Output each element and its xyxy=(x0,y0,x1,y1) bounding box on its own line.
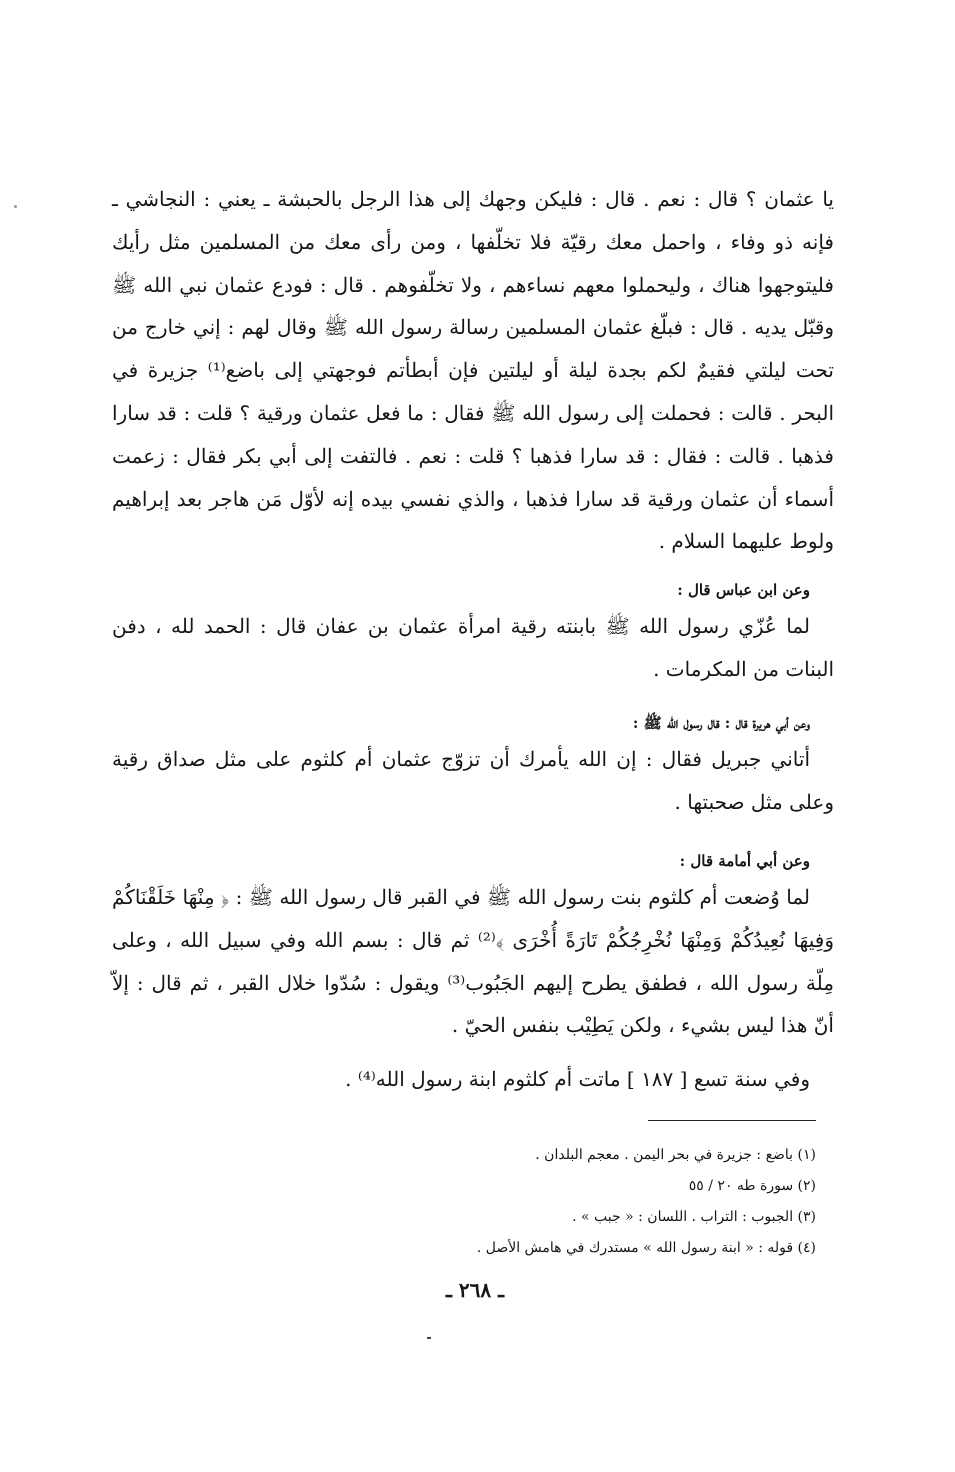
hadith-abu-umama xyxy=(112,846,834,1047)
closing-line: وفي سنة تسع [ ١٨٧ ] ماتت أم كلثوم ابنة رسول الله⁽⁴⁾ . xyxy=(345,1067,810,1091)
narrator-heading: وعن أبي هريرة قال : قال رسول الله ﷺ : xyxy=(632,714,810,732)
footnote: (٢) سورة طه ٢٠ / ٥٥ xyxy=(688,1178,816,1194)
footnote: (٣) الجبوب : التراب . اللسان : « جبب » . xyxy=(572,1209,816,1225)
footnote: (١) باضع : جزيرة في بحر اليمن . معجم البلدان . xyxy=(535,1147,816,1163)
hadith-text: أتاني جبريل فقال : إن الله يأمرك أن تزوّج عثمان أم كلثوم على مثل صداق رقية وعلى مثل صحبتها . xyxy=(112,747,834,814)
footnote-divider xyxy=(648,1120,816,1121)
paragraph-1: يا عثمان ؟ قال : نعم . قال : فليكن وجهك إلى هذا الرجل بالحبشة ـ يعني : النجاشي ـ فإنه ذو وفاء ، واحمل معك رقيّة فلا تخلّفها ، ومن رأى معك من المسلمين مثل رأيك فليتوجهوا هناك ، وليحملوا معهم نساءهم ، ولا تخلّفوهم . قال : فودع عثمان نبي الله ﷺ وقبّل يديه . قال : فبلّغ عثمان المسلمين رسالة رسول الله ﷺ وقال لهم : إني خارج من تحت ليلتي فقيمٌ لكم بجدة ليلة أو ليلتين فإن أبطأتم فوجهتي إلى باضع⁽¹⁾ جزيرة في البحر . قالت : فحملت إلى رسول الله ﷺ فقال : ما فعل عثمان ورقية ؟ قلت : قد سارا فذهبا . قالت : فقال : قد سارا فذهبا ؟ قلت : نعم . فالتفت إلى أبي بكر فقال : زعمت أسماء أن عثمان ورقية قد سارا فذهبا ، والذي نفسي بيده إنه لأوّل مَن هاجر بعد إبراهيم ولوط عليهما السلام . xyxy=(112,187,834,554)
narrator-heading: وعن ابن عباس قال : xyxy=(677,581,810,599)
margin-speck xyxy=(14,205,17,208)
hadith-abu-hurayra xyxy=(112,708,834,824)
footnotes-list xyxy=(112,1140,816,1264)
bottom-speck xyxy=(427,1337,431,1339)
hadith-text: لما وُضعت أم كلثوم بنت رسول الله ﷺ في القبر قال رسول الله ﷺ : ﴿ مِنْهَا خَلَقْنَاكُمْ وَفِيهَا نُعِيدُكُمْ وَمِنْهَا نُخْرِجُكُمْ تَارَةً أُخْرَى ﴾⁽²⁾ ثم قال : بسم الله وفي سبيل الله ، وعلى مِلّة رسول الله ، فطفق يطرح إليهم الجَبُوب⁽³⁾ ويقول : سُدّوا خلال القبر ، ثم قال : إلاّ أنّ هذا ليس بشيء ، ولكن يَطِيْب بنفس الحيّ . xyxy=(112,885,834,1038)
hadith-text: لما عُزّي رسول الله ﷺ بابنته رقية امرأة عثمان بن عفان قال : الحمد لله ، دفن البنات من المكرمات . xyxy=(112,614,834,681)
page-number: ـ ٢٦٨ ـ xyxy=(446,1278,504,1302)
narrator-heading: وعن أبي أمامة قال : xyxy=(679,852,810,870)
footnote: (٤) قوله : « ابنة رسول الله » مستدرك في هامش الأصل . xyxy=(476,1240,816,1256)
hadith-ibn-abbas xyxy=(112,575,834,691)
